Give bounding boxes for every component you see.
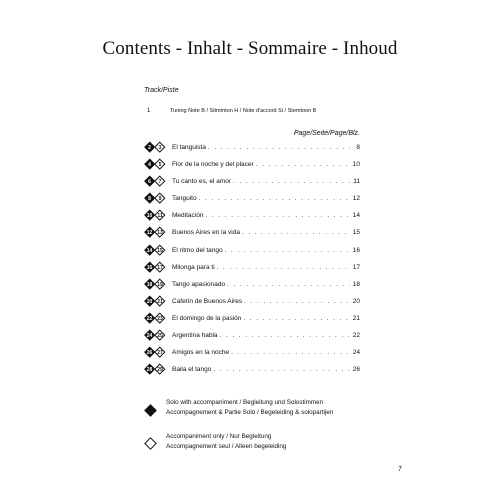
entry-title: El domingo de la pasión: [172, 314, 242, 322]
dot-leader: [231, 347, 350, 359]
accompaniment-track-number: 7: [158, 179, 162, 186]
entry-title: Buenos Aires en la vida: [172, 229, 240, 237]
entry-page-number: 26: [352, 366, 360, 374]
accompaniment-track-number: 15: [157, 247, 163, 254]
track-badge: [144, 262, 166, 274]
accompaniment-diamond-icon: [144, 437, 157, 450]
toc-entry: [144, 142, 360, 159]
toc-entry-line: [172, 159, 360, 171]
accompaniment-track-number: 25: [157, 333, 163, 340]
entry-title: El tanguista: [172, 144, 206, 151]
solo-track-number: 22: [146, 315, 153, 322]
accompaniment-track-number: 23: [157, 315, 163, 322]
legend-acc-line2: Accompagnement seul / Alleen begeleiding: [166, 443, 287, 450]
entry-title: Tango apasionado: [172, 280, 226, 288]
accompaniment-track-number: 27: [157, 350, 163, 357]
toc-entry: [144, 159, 360, 176]
entry-title: Milonga para ti: [172, 263, 215, 271]
entry-page-number: 12: [352, 195, 360, 203]
dot-leader: [242, 227, 350, 239]
track-badge: [144, 364, 166, 376]
accompaniment-track-number: 17: [157, 264, 163, 271]
page-title: Contents - Inhalt - Sommaire - Inhoud: [102, 38, 398, 59]
toc-entry-line: [172, 279, 360, 291]
entry-page-number: 21: [352, 314, 360, 322]
solo-track-number: 26: [146, 350, 153, 357]
entry-page-number: 17: [352, 263, 360, 271]
dot-leader: [243, 313, 350, 325]
toc-entry: [144, 313, 360, 330]
toc-entry-line: [172, 330, 360, 342]
entry-page-number: 22: [352, 332, 360, 340]
toc-entry: [144, 227, 360, 244]
dot-leader: [220, 330, 350, 342]
solo-track-number: 28: [146, 367, 153, 374]
toc-entry-line: [172, 227, 360, 239]
entry-page-number: 20: [352, 297, 360, 305]
accompaniment-track-number: 3: [158, 145, 162, 151]
toc-entry-line: [172, 193, 360, 205]
solo-track-number: 14: [146, 247, 153, 254]
track-badge: [144, 245, 166, 257]
track-badge: [144, 330, 166, 342]
entry-title: Baila el tango: [172, 366, 212, 374]
toc-entry-line: [172, 176, 360, 188]
legend-solo-line1: Solo with accompaniment / Begleitung und Solostimmen: [166, 399, 324, 406]
entry-title: Tanguito: [172, 195, 197, 203]
solo-track-number: 20: [146, 298, 153, 305]
accompaniment-track-number: 29: [157, 367, 163, 374]
track-badge: [144, 176, 166, 188]
entry-page-number: 11: [353, 178, 360, 186]
toc-entry: [144, 330, 360, 347]
tuning-text: Tuning Note B / Stimmton H / Note d'accord Si / Stemtoon B: [170, 108, 317, 114]
entry-title: Cafetín de Buenos Aires: [172, 297, 243, 305]
track-badge: [144, 227, 166, 239]
solo-diamond-icon: [144, 404, 157, 417]
accompaniment-track-number: 21: [157, 298, 163, 305]
track-badge: [144, 313, 166, 325]
track-badge: [144, 279, 166, 291]
toc-entry-line: [172, 245, 360, 257]
entry-title: Tu canto es, el amor: [172, 178, 232, 186]
solo-track-number: 10: [146, 213, 153, 220]
solo-track-number: 18: [146, 281, 153, 288]
toc-entry: [144, 176, 360, 193]
track-badge: [144, 193, 166, 205]
dot-leader: [199, 193, 350, 205]
solo-track-number: 12: [146, 230, 153, 237]
solo-track-number: 16: [146, 264, 153, 271]
accompaniment-track-number: 5: [158, 162, 162, 169]
toc-entry: [144, 347, 360, 364]
solo-track-number: 4: [148, 162, 151, 169]
accompaniment-track-number: 19: [157, 281, 163, 288]
solo-track-number: 24: [146, 333, 153, 340]
toc-entry: [144, 193, 360, 210]
entry-title: Flor de la noche y del placer: [172, 161, 254, 169]
entry-title: El ritmo del tango: [172, 246, 223, 254]
entry-page-number: 24: [352, 349, 360, 357]
entry-page-number: 14: [352, 212, 360, 220]
entry-title: Amigos en la noche: [172, 349, 230, 357]
entry-page-number: 8: [356, 144, 360, 151]
toc-entry: [144, 296, 360, 313]
page-number: 7: [398, 466, 402, 473]
toc-entry-line: [172, 296, 360, 308]
toc-entry: [144, 262, 360, 279]
track-badge: [144, 210, 166, 222]
dot-leader: [225, 245, 350, 257]
track-label: Track/Piste: [144, 87, 179, 94]
accompaniment-track-number: 13: [157, 230, 163, 237]
entry-page-number: 16: [352, 246, 360, 254]
toc-entry: [144, 279, 360, 296]
legend-acc-line1: Accompaniment only / Nur Begleitung: [166, 433, 272, 440]
solo-track-number: 8: [148, 196, 151, 203]
entry-page-number: 18: [352, 280, 360, 288]
toc-entry-line: [172, 313, 360, 325]
tuning-track-number: 1: [147, 108, 151, 114]
accompaniment-track-number: 9: [158, 196, 162, 203]
dot-leader: [244, 296, 350, 308]
legend-solo-line2: Accompagnement & Partie Solo / Begeleiding & solopartijen: [166, 409, 334, 416]
toc-entry: [144, 364, 360, 381]
toc-entry-line: [172, 142, 360, 154]
toc-entry-line: [172, 347, 360, 359]
toc-list: [144, 142, 360, 381]
toc-entry-line: [172, 210, 360, 222]
solo-track-number: 6: [148, 179, 151, 186]
track-badge: [144, 142, 166, 154]
track-badge: [144, 347, 166, 359]
dot-leader: [208, 142, 350, 154]
entry-title: Argentina habla: [172, 332, 218, 340]
dot-leader: [227, 279, 350, 291]
entry-title: Meditación: [172, 212, 204, 220]
dot-leader: [217, 262, 350, 274]
dot-leader: [213, 364, 350, 376]
page-column-label: Page/Seite/Page/Blz.: [293, 130, 360, 137]
entry-page-number: 10: [352, 161, 360, 169]
solo-track-number: 2: [148, 145, 151, 151]
dot-leader: [233, 176, 350, 188]
dot-leader: [205, 210, 350, 222]
track-badge: [144, 159, 166, 171]
track-badge: [144, 296, 166, 308]
entry-page-number: 15: [352, 229, 360, 237]
toc-entry-line: [172, 262, 360, 274]
dot-leader: [256, 159, 350, 171]
toc-entry-line: [172, 364, 360, 376]
accompaniment-track-number: 11: [157, 213, 163, 220]
toc-entry: [144, 210, 360, 227]
toc-entry: [144, 245, 360, 262]
